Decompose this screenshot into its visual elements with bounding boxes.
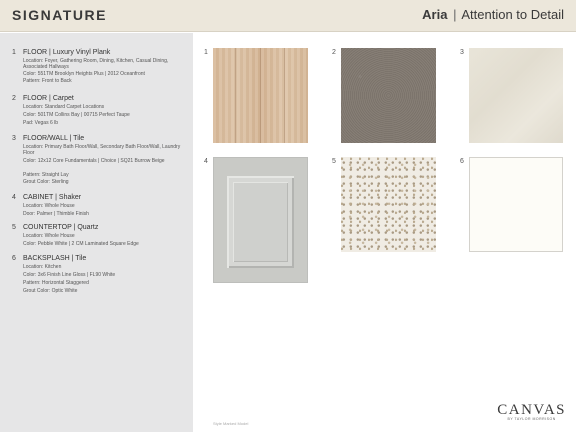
- item-detail: Color: 501TM Collins Bay | 00715 Perfect Taupe: [23, 112, 130, 118]
- footer-disclaimer: Style Marked Model: [213, 421, 249, 426]
- canvas-logo: [497, 402, 566, 421]
- item-detail: Color: Pebble White | 2 CM Laminated Square Edge: [23, 241, 139, 247]
- item-number: 3: [12, 135, 16, 142]
- item-title: COUNTERTOP | Quartz: [23, 224, 99, 231]
- item-title: BACKSPLASH | Tile: [23, 255, 87, 262]
- plan-title: [422, 7, 564, 22]
- swatch-quartz: [341, 157, 436, 252]
- item-detail: Location: Whole House: [23, 203, 75, 209]
- item-number: 5: [12, 224, 16, 231]
- item-title: CABINET | Shaker: [23, 194, 82, 201]
- brand-title: SIGNATURE: [12, 7, 107, 23]
- cabinet-door-frame: [227, 176, 294, 268]
- item-detail: Color: 551TM Brooklyn Heights Plus | 2012 Oceanfront: [23, 71, 145, 77]
- logo-subtitle: BY TAYLOR MORRISON: [507, 417, 556, 421]
- plank-seam: [235, 48, 236, 143]
- swatch-luxury-vinyl-plank: [213, 48, 308, 143]
- item-title: FLOOR | Carpet: [23, 95, 74, 102]
- item-detail: Door: Palmer | Thimble Finish: [23, 211, 89, 217]
- swatch-number: 4: [204, 158, 208, 165]
- item-number: 1: [12, 49, 16, 56]
- item-number: 4: [12, 194, 16, 201]
- swatch-number: 6: [460, 158, 464, 165]
- swatch-tile: [469, 48, 563, 143]
- swatch-carpet: [341, 48, 436, 143]
- swatch-number: 1: [204, 49, 208, 56]
- swatch-cabinet-door: [213, 157, 308, 283]
- logo-wordmark: CANVAS: [497, 402, 566, 418]
- item-detail: Location: Foyer, Gathering Room, Dining, Kitchen, Casual Dining, Associated Hallways: [23, 58, 169, 71]
- cabinet-door-panel: [233, 182, 288, 262]
- swatch-backsplash: [469, 157, 563, 252]
- selections-sidebar: [0, 33, 193, 432]
- item-detail: Color: 12x12 Core Fundamentals | Choice | SQ21 Burrow Beige: [23, 158, 165, 164]
- item-detail: Color: 3x6 Finish Line Gloss | FL90 White: [23, 272, 116, 278]
- swatch-number: 5: [332, 158, 336, 165]
- title-separator: |: [453, 7, 457, 22]
- item-number: 2: [12, 95, 16, 102]
- swatch-number: 2: [332, 49, 336, 56]
- item-detail: Location: Standard Carpet Locations: [23, 104, 105, 110]
- plan-subtitle: Attention to Detail: [461, 7, 564, 22]
- item-detail: Pattern: Horizontal Staggered: [23, 280, 89, 286]
- item-detail: Pattern: Straight Lay: [23, 172, 69, 178]
- item-title: FLOOR/WALL | Tile: [23, 135, 85, 142]
- item-number: 6: [12, 255, 16, 262]
- header-bar: [0, 0, 576, 32]
- plank-seam: [284, 48, 285, 143]
- plan-name: Aria: [422, 7, 448, 22]
- item-detail: Location: Kitchen: [23, 264, 62, 270]
- item-detail: Grout Color: Optic White: [23, 288, 78, 294]
- swatch-number: 3: [460, 49, 464, 56]
- item-detail: Grout Color: Sterling: [23, 179, 69, 185]
- item-detail: Pattern: Front to Back: [23, 78, 72, 84]
- item-detail: Location: Primary Bath Floor/Wall, Secondary Bath Floor/Wall, Laundry Floor: [23, 144, 181, 157]
- plank-seam: [260, 48, 261, 143]
- item-title: FLOOR | Luxury Vinyl Plank: [23, 49, 111, 56]
- item-detail: Location: Whole House: [23, 233, 75, 239]
- item-detail: Pad: Vegas 6 lb: [23, 120, 59, 126]
